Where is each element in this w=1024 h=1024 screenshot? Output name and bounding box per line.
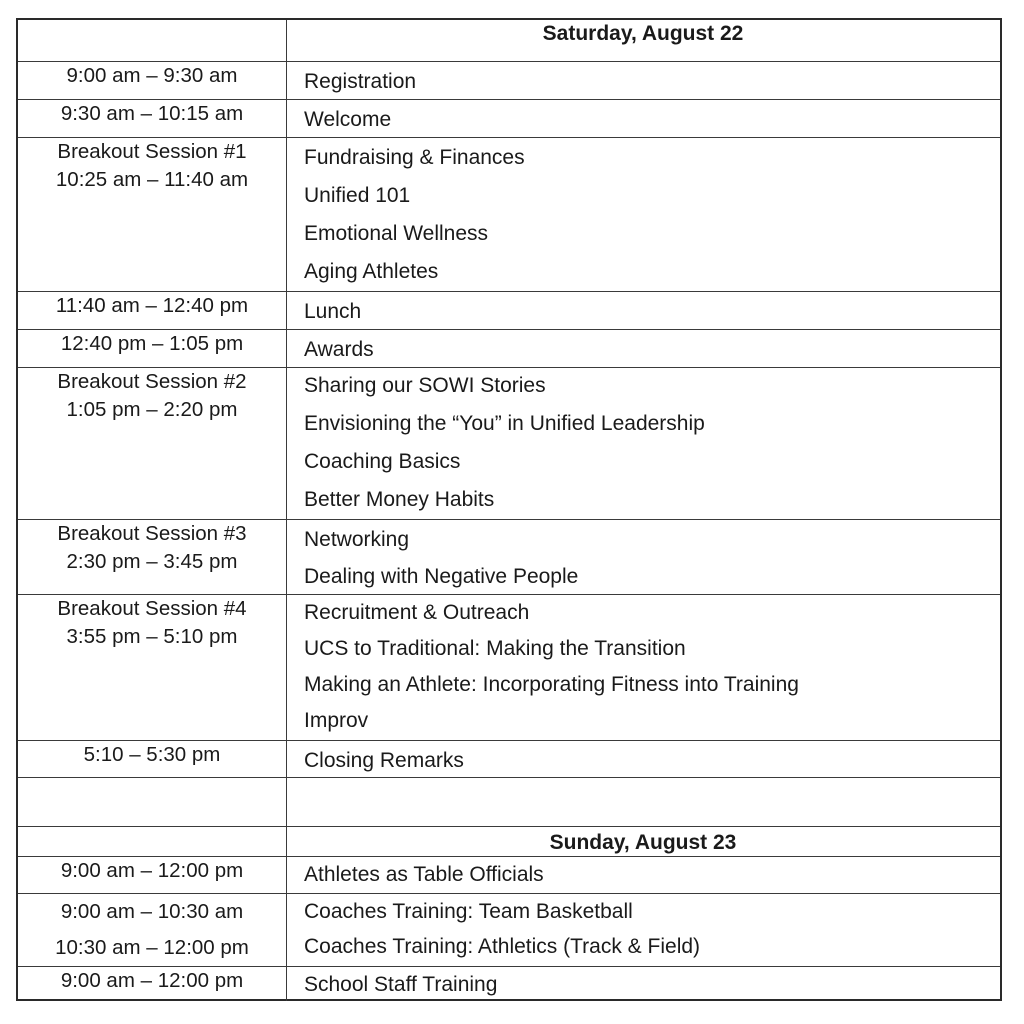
activity-text: Emotional Wellness [304,222,489,245]
time-text: 2:30 pm – 3:45 pm [66,550,238,573]
schedule-row [18,100,1000,138]
day-heading: Sunday, August 23 [549,831,737,854]
activity-cell [304,330,992,367]
time-cell [18,894,286,966]
schedule-row [18,330,1000,368]
schedule-row [18,967,1000,1001]
activity-text: Making an Athlete: Incorporating Fitness into Training [304,673,799,696]
time-cell [18,330,286,367]
time-text: 9:00 am – 12:00 pm [60,969,244,992]
time-text: 10:30 am – 12:00 pm [55,936,249,959]
activity-text: Closing Remarks [304,749,464,772]
time-cell [18,520,286,594]
time-cell [18,138,286,291]
schedule-row [18,894,1000,967]
time-cell [18,967,286,1001]
schedule-row [18,62,1000,100]
blank-row [18,778,1000,827]
activity-text: Coaches Training: Athletics (Track & Field) [304,935,701,958]
session-label: Breakout Session #4 [57,597,247,620]
activity-text: UCS to Traditional: Making the Transition [304,637,686,660]
session-label: Breakout Session #2 [57,370,247,393]
activity-cell [304,520,992,594]
time-text: 11:40 am – 12:40 pm [55,294,249,317]
schedule-row [18,292,1000,330]
activity-text: Coaching Basics [304,450,461,473]
time-text: 10:25 am – 11:40 am [55,168,249,191]
activity-text: School Staff Training [304,973,498,996]
time-cell [18,292,286,329]
activity-text: Lunch [304,300,362,323]
activity-text: Better Money Habits [304,488,495,511]
time-text: 12:40 pm – 1:05 pm [60,332,244,355]
activity-text: Sharing our SOWI Stories [304,374,546,397]
time-cell [18,62,286,99]
activity-cell [304,62,992,99]
day-header-row [18,20,1000,62]
time-text: 5:10 – 5:30 pm [83,743,221,766]
activity-text: Registration [304,70,417,93]
activity-cell [304,967,992,1001]
time-text: 9:00 am – 10:30 am [60,900,244,923]
session-label: Breakout Session #3 [57,522,247,545]
activity-text: Aging Athletes [304,260,439,283]
activity-text: Recruitment & Outreach [304,601,530,624]
activity-text: Networking [304,528,410,551]
time-cell [18,368,286,519]
activity-text: Welcome [304,108,392,131]
time-text: 9:30 am – 10:15 am [60,102,244,125]
time-text: 9:00 am – 12:00 pm [60,859,244,882]
activity-text: Dealing with Negative People [304,565,579,588]
schedule-row [18,595,1000,741]
activity-cell [304,741,992,777]
activity-text: Athletes as Table Officials [304,863,544,886]
activity-cell [304,292,992,329]
schedule-row [18,368,1000,520]
activity-text: Unified 101 [304,184,411,207]
schedule-row [18,857,1000,894]
activity-text: Coaches Training: Team Basketball [304,900,633,923]
activity-cell [304,857,992,893]
activity-text: Improv [304,709,369,732]
time-text: 3:55 pm – 5:10 pm [66,625,238,648]
time-cell [18,741,286,777]
activity-text: Fundraising & Finances [304,146,525,169]
time-text: 9:00 am – 9:30 am [66,64,238,87]
schedule-row [18,138,1000,292]
time-text: 1:05 pm – 2:20 pm [66,398,238,421]
activity-cell [304,100,992,137]
activity-text: Envisioning the “You” in Unified Leadership [304,412,705,435]
time-cell [18,595,286,740]
day-heading: Saturday, August 22 [542,22,744,45]
activity-text: Awards [304,338,374,361]
activity-cell [304,894,992,966]
day-header-row [18,827,1000,857]
schedule-row [18,520,1000,595]
time-cell [18,100,286,137]
schedule-row [18,741,1000,778]
time-cell [18,857,286,893]
activity-cell [304,595,992,740]
schedule-table [16,18,1002,1001]
activity-cell [304,368,992,519]
activity-cell [304,138,992,291]
session-label: Breakout Session #1 [57,140,247,163]
